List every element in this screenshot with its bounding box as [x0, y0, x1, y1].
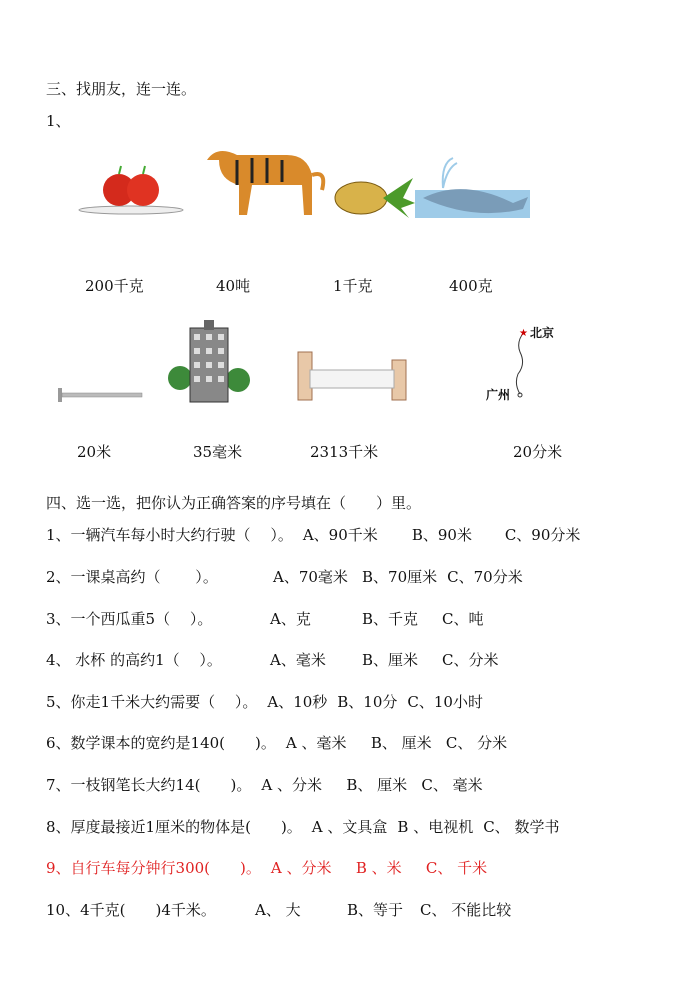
length-label: 35毫米: [193, 443, 243, 461]
weight-label: 1千克: [333, 277, 373, 295]
nail-icon: [56, 385, 146, 405]
section3-title: 三、找朋友，连一连。: [46, 80, 197, 98]
length-label: 2313千米: [310, 443, 379, 461]
question-9-highlighted: [46, 859, 686, 877]
question-text: 2、一课桌高约（ ）。: [46, 568, 218, 586]
question-text: 10、4千克( )4千米。: [46, 901, 216, 919]
map-guangzhou-label: 广州: [486, 388, 511, 402]
question-text: 4、 水杯 的高约1（ ）。: [46, 651, 222, 669]
question-text: 9、自行车每分钟行300( )。: [46, 859, 261, 877]
apples-icon: [77, 160, 185, 218]
option-a: A 、毫米: [285, 734, 347, 752]
question-2: [46, 568, 686, 586]
option-b: B 、电视机: [397, 818, 474, 836]
option-a: A、70毫米: [273, 568, 348, 586]
length-label: 20米: [77, 443, 112, 461]
option-c: C、吨: [442, 610, 484, 628]
question-1: [46, 526, 686, 544]
option-c: C、 毫米: [421, 776, 483, 794]
option-c: C、 数学书: [483, 818, 560, 836]
option-b: B、 厘米: [346, 776, 408, 794]
option-a: A、90千米: [302, 526, 378, 544]
option-c: C、 分米: [445, 734, 508, 752]
option-c: C、70分米: [447, 568, 523, 586]
option-a: A 、分米: [270, 859, 332, 877]
weight-label: 400克: [449, 277, 493, 295]
question-text: 6、数学课本的宽约是140( )。: [46, 734, 276, 752]
question-text: 5、你走1千米大约需要（ ）。: [46, 693, 258, 711]
option-b: B、等于: [347, 901, 404, 919]
option-a: A、克: [270, 610, 311, 628]
option-c: C、10小时: [407, 693, 483, 711]
map-route-icon: [486, 324, 566, 404]
question-text: 3、一个西瓜重5（ ）。: [46, 610, 213, 628]
pineapple-icon: [333, 172, 415, 218]
option-c: C、 千米: [425, 859, 488, 877]
question-5: [46, 693, 686, 711]
option-b: B 、米: [355, 859, 402, 877]
question-text: 8、厚度最接近1厘米的物体是( )。: [46, 818, 302, 836]
option-c: C、分米: [442, 651, 499, 669]
section4-title: 四、选一选，把你认为正确答案的序号填在（ ）里。: [46, 494, 422, 512]
option-b: B、 厘米: [370, 734, 432, 752]
option-b: B、10分: [337, 693, 398, 711]
svg-text:★: ★: [519, 328, 528, 339]
tiger-icon: [197, 140, 327, 220]
weight-label: 200千克: [85, 277, 144, 295]
question-6: [46, 734, 686, 752]
map-beijing-label: 北京: [530, 326, 555, 340]
question-text: 1、一辆汽车每小时大约行驶（ ）。: [46, 526, 293, 544]
bed-icon: [296, 346, 410, 404]
option-a: A、毫米: [270, 651, 326, 669]
length-label: 20分米: [513, 443, 563, 461]
option-a: A 、文具盒: [311, 818, 388, 836]
building-icon: [168, 318, 250, 404]
option-a: A、10秒: [267, 693, 328, 711]
option-b: B、70厘米: [362, 568, 438, 586]
question-4: [46, 651, 686, 669]
option-c: C、90分米: [504, 526, 581, 544]
section3-sub: 1、: [46, 112, 71, 130]
option-b: B、90米: [411, 526, 472, 544]
question-3: [46, 610, 686, 628]
whale-icon: [415, 150, 530, 218]
option-b: B、厘米: [362, 651, 419, 669]
option-b: B、千克: [362, 610, 419, 628]
question-7: [46, 776, 686, 794]
option-a: A 、分米: [261, 776, 322, 794]
question-10: [46, 901, 686, 919]
option-a: A、 大: [255, 901, 301, 919]
weight-label: 40吨: [216, 277, 251, 295]
question-text: 7、一枝钢笔长大约14( )。: [46, 776, 252, 794]
question-8: [46, 818, 686, 836]
option-c: C、 不能比较: [420, 901, 512, 919]
